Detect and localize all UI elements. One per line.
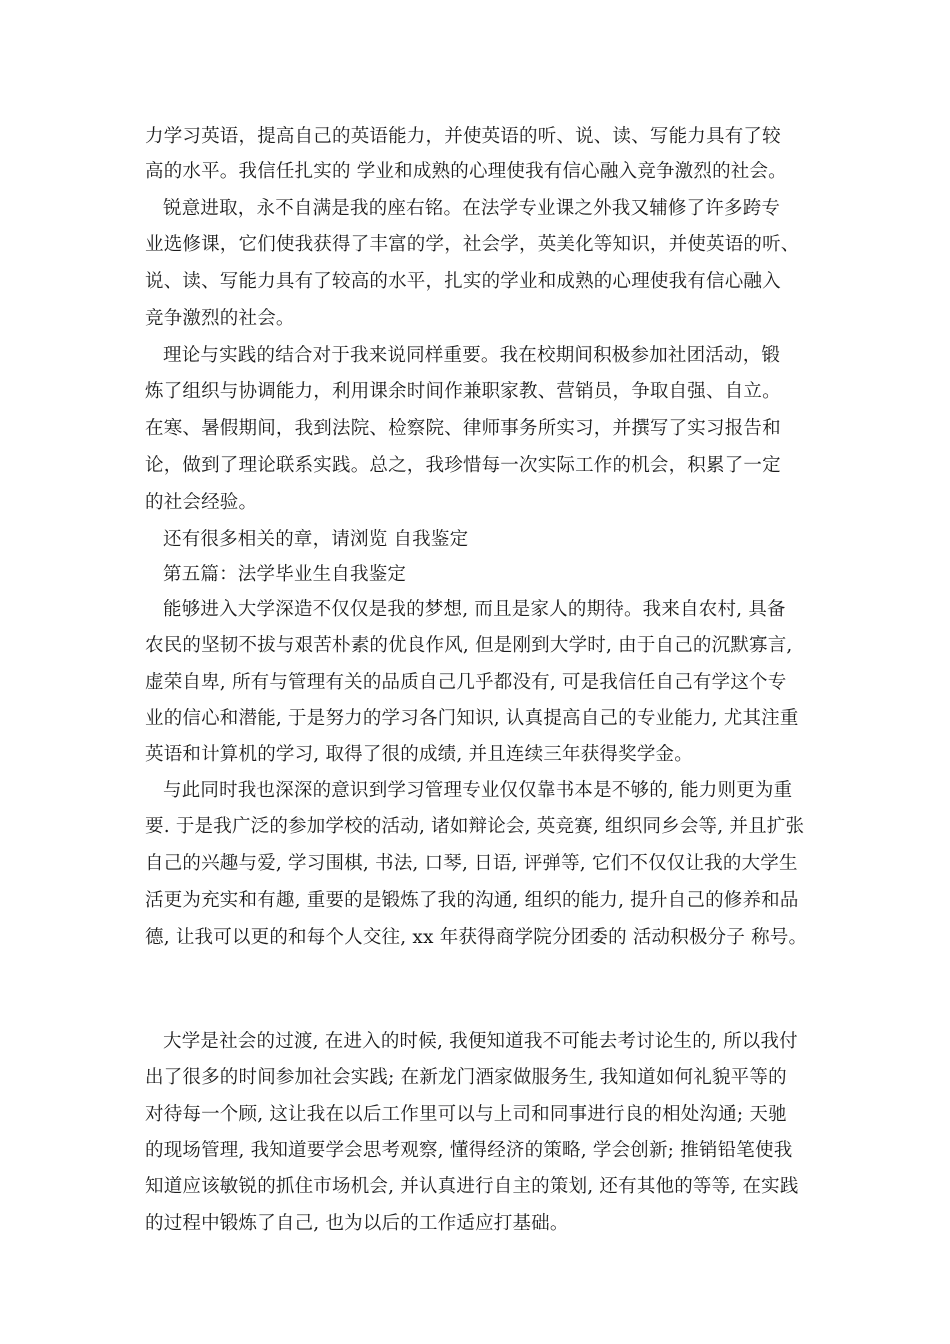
text-line: 对待每一个顾, 这让我在以后工作里可以与上司和同事进行良的相处沟通; 天驰 (145, 1104, 787, 1125)
text-line: 大学是社会的过渡, 在进入的时候, 我便知道我不可能去考讨论生的, 所以我付 (163, 1031, 798, 1052)
text-line: 竞争激烈的社会。 (145, 308, 295, 329)
text-line: 炼了组织与协调能力，利用课余时间作兼职家教、营销员，争取自强、自立。 (145, 381, 781, 402)
text-line: 锐意进取，永不自满是我的座右铭。在法学专业课之外我又辅修了许多跨专 (163, 198, 781, 219)
text-line: 活更为充实和有趣, 重要的是锻炼了我的沟通, 组织的能力, 提升自己的修养和品 (145, 890, 799, 911)
text-line: 论，做到了理论联系实践。总之，我珍惜每一次实际工作的机会，积累了一定 (145, 455, 781, 476)
text-line: 自己的兴趣与爱, 学习围棋, 书法, 口琴, 日语, 评弹等, 它们不仅仅让我的大学生 (145, 853, 798, 874)
text-line: 与此同时我也深深的意识到学习管理专业仅仅靠书本是不够的, 能力则更为重 (163, 780, 793, 801)
text-line: 英语和计算机的学习, 取得了很的成绩, 并且连续三年获得奖学金。 (145, 744, 693, 765)
text-line: 虚荣自卑, 所有与管理有关的品质自己几乎都没有, 可是我信任自己有学这个专 (145, 672, 787, 693)
text-line: 农民的坚韧不拔与艰苦朴素的优良作风, 但是刚到大学时, 由于自己的沉默寡言, (145, 635, 793, 656)
text-line: 德, 让我可以更的和每个人交往, xx 年获得商学院分团委的 活动积极分子 称号。 (145, 927, 808, 948)
text-line: 理论与实践的结合对于我来说同样重要。我在校期间积极参加社团活动，锻 (163, 345, 781, 366)
text-line: 业的信心和潜能, 于是努力的学习各门知识, 认真提高自己的专业能力, 尤其注重 (145, 708, 799, 729)
text-line: 要. 于是我广泛的参加学校的活动, 诸如辩论会, 英竞赛, 组织同乡会等, 并且扩张 (145, 816, 805, 837)
text-line: 力学习英语，提高自己的英语能力，并使英语的听、说、读、写能力具有了较 (145, 126, 781, 147)
text-line: 出了很多的时间参加社会实践; 在新龙门酒家做服务生, 我知道如何礼貌平等的 (145, 1067, 787, 1088)
text-line: 能够进入大学深造不仅仅是我的梦想, 而且是家人的期待。我来自农村, 具备 (163, 599, 786, 620)
text-line: 的过程中锻炼了自己, 也为以后的工作适应打基础。 (145, 1213, 569, 1234)
text-line: 说、读、写能力具有了较高的水平，扎实的学业和成熟的心理使我有信心融入 (145, 271, 781, 292)
text-line: 的现场管理, 我知道要学会思考观察, 懂得经济的策略, 学会创新; 推销铅笔使我 (145, 1140, 793, 1161)
text-line: 高的水平。我信任扎实的 学业和成熟的心理使我有信心融入竞争激烈的社会。 (145, 161, 787, 182)
section-heading: 第五篇：法学毕业生自我鉴定 (163, 564, 407, 585)
text-line: 知道应该敏锐的抓住市场机会, 并认真进行自主的策划, 还有其他的等等, 在实践 (145, 1176, 799, 1197)
text-line: 业选修课，它们使我获得了丰富的学，社会学，英美化等知识，并使英语的听、 (145, 234, 800, 255)
text-line: 在寒、暑假期间，我到法院、检察院、律师事务所实习，并撰写了实习报告和 (145, 418, 781, 439)
text-line: 还有很多相关的章，请浏览 自我鉴定 (163, 529, 469, 550)
text-line: 的社会经验。 (145, 492, 258, 513)
